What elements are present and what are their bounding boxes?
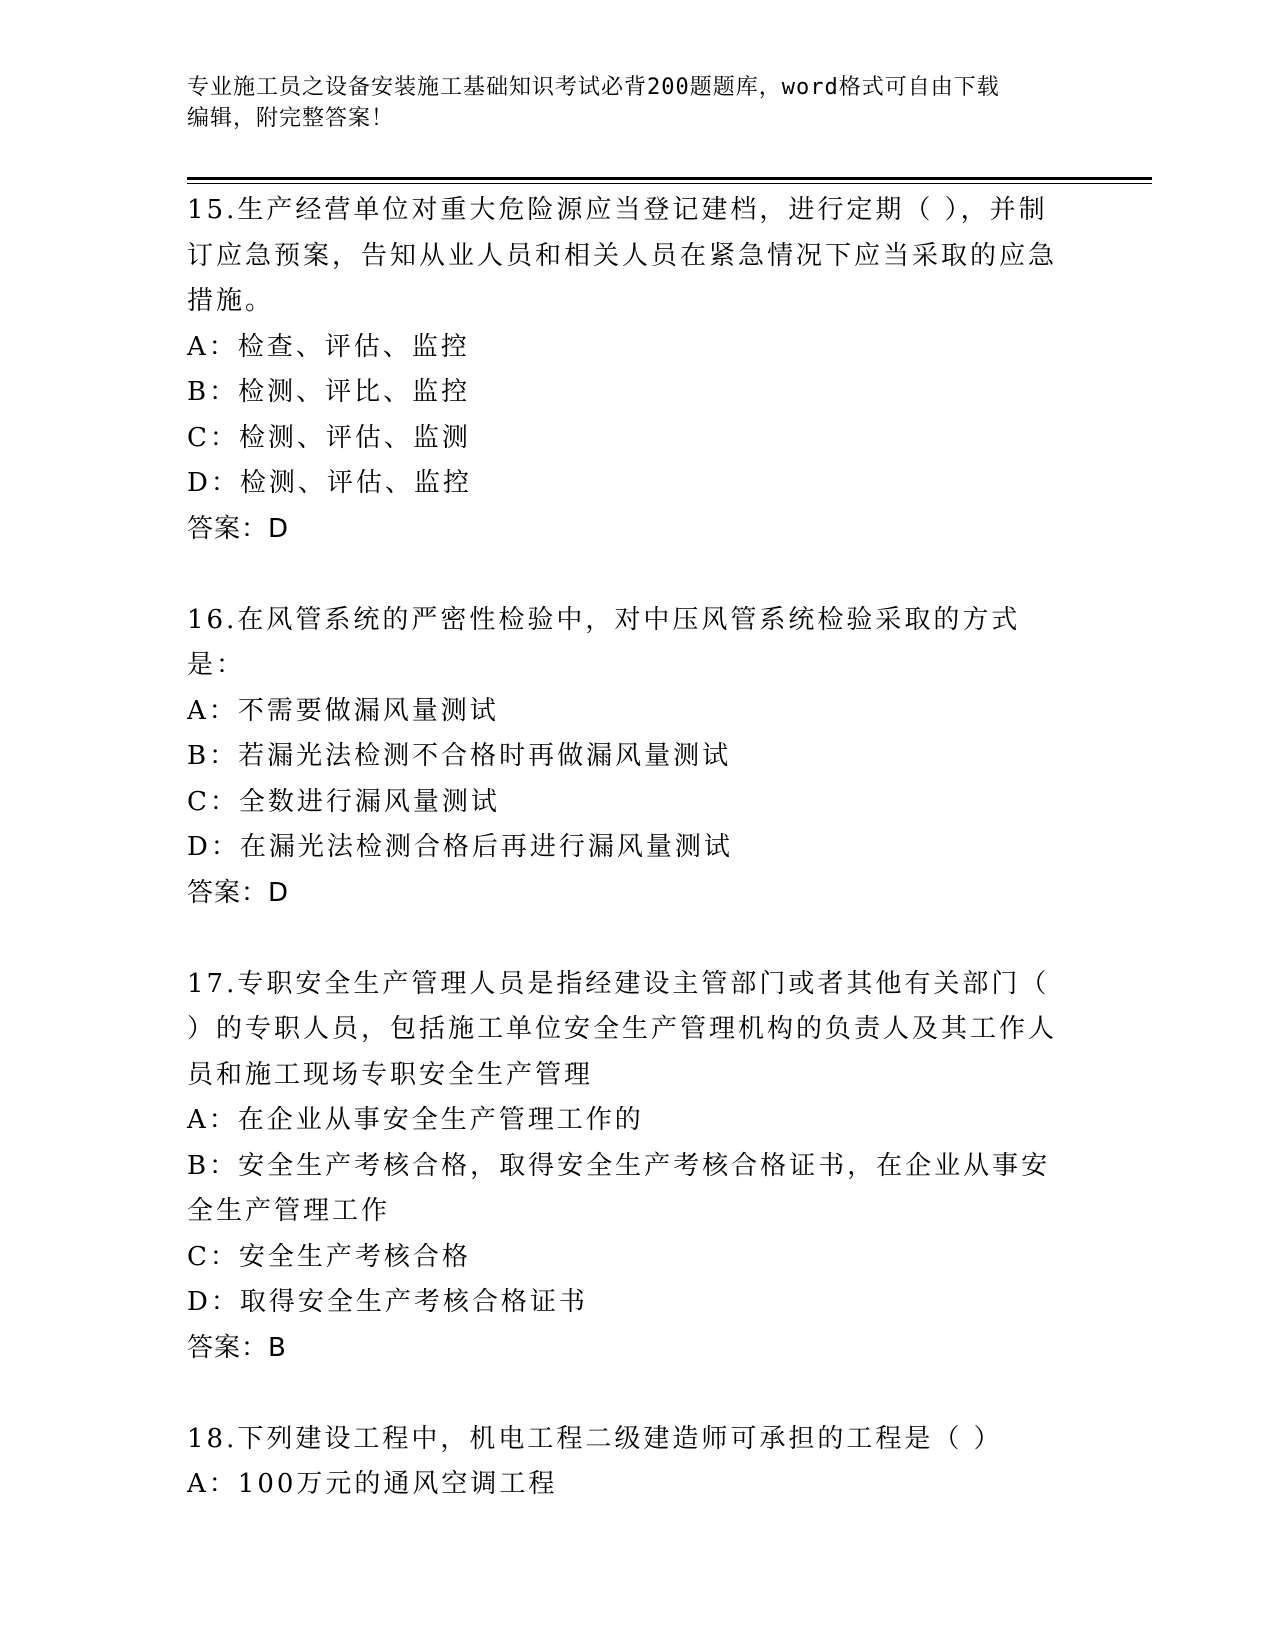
question-15 — [187, 188, 1067, 552]
question-18 — [187, 1417, 1067, 1508]
document-header — [187, 72, 1067, 134]
option-b: B：检测、评比、监控 — [187, 377, 471, 407]
question-stem: 17.专职安全生产管理人员是指经建设主管部门或者其他有关部门（ ）的专职人员，包括施工单位安全生产管理机构的负责人及其工作人员和施工现场专职安全生产管理 — [187, 968, 1058, 1090]
option-d: D：取得安全生产考核合格证书 — [187, 1287, 588, 1317]
answer: 答案：D — [187, 513, 290, 544]
header-title-line-2: 编辑，附完整答案！ — [187, 106, 395, 131]
header-divider-thick — [187, 177, 1152, 180]
option-a: A：检查、评估、监控 — [187, 331, 470, 362]
question-stem: 16.在风管系统的严密性检验中，对中压风管系统检验采取的方式是： — [187, 604, 1021, 680]
question-list — [187, 188, 1067, 1553]
header-divider-thin — [187, 183, 1152, 184]
option-a: A：不需要做漏风量测试 — [187, 695, 499, 726]
header-title-line-1: 专业施工员之设备安装施工基础知识考试必背200题题库，word格式可自由下载 — [187, 75, 1000, 100]
option-d: D：在漏光法检测合格后再进行漏风量测试 — [187, 832, 733, 862]
option-c: C：检测、评估、监测 — [187, 422, 471, 453]
question-16 — [187, 598, 1067, 917]
option-b: B：安全生产考核合格，取得安全生产考核合格证书，在企业从事安全生产管理工作 — [187, 1150, 1051, 1226]
option-c: C：全数进行漏风量测试 — [187, 786, 500, 817]
question-stem: 18.下列建设工程中，机电工程二级建造师可承担的工程是（ ） — [187, 1423, 1003, 1454]
question-17 — [187, 962, 1067, 1372]
question-stem: 15.生产经营单位对重大危险源应当登记建档，进行定期（ ），并制订应急预案，告知从业人员和相关人员在紧急情况下应当采取的应急措施。 — [187, 195, 1058, 316]
option-a: A：在企业从事安全生产管理工作的 — [187, 1105, 644, 1135]
answer: 答案：D — [187, 877, 290, 908]
option-b: B：若漏光法检测不合格时再做漏风量测试 — [187, 741, 732, 771]
answer: 答案：B — [187, 1332, 287, 1363]
option-c: C：安全生产考核合格 — [187, 1241, 471, 1272]
option-a: A：100万元的通风空调工程 — [187, 1469, 558, 1499]
option-d: D：检测、评估、监控 — [187, 468, 472, 498]
